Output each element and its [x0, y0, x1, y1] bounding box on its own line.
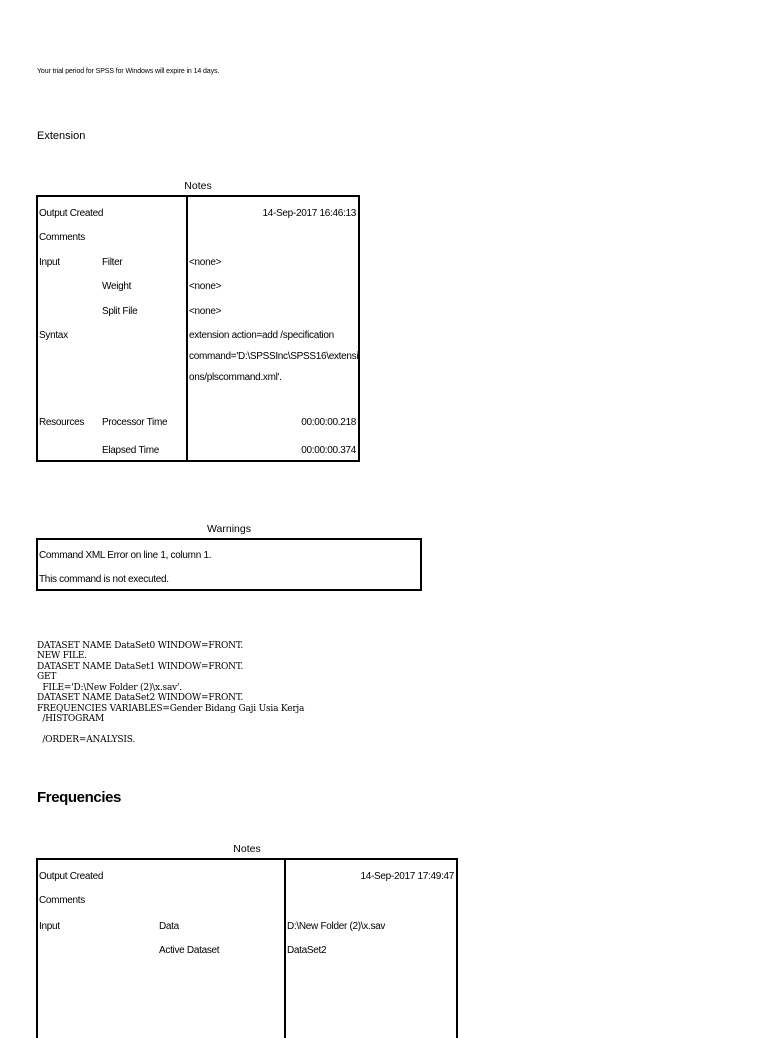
trial-notice: Your trial period for SPSS for Windows will expire in 14 days. [37, 68, 220, 75]
warning-line-1: Command XML Error on line 1, column 1. [39, 550, 212, 561]
frequencies-title[interactable]: Frequencies [37, 789, 121, 806]
comments-label: Comments [39, 232, 85, 243]
syntax-line [37, 725, 304, 736]
notes-caption: Notes [233, 843, 261, 855]
notes-table[interactable] [36, 858, 458, 1038]
weight-label: Weight [102, 281, 132, 292]
output-created-label: Output Created [39, 871, 104, 882]
active-dataset-value: DataSet2 [287, 945, 327, 956]
filter-value: <none> [189, 257, 222, 268]
syntax-label: Syntax [39, 330, 68, 341]
syntax-line: FREQUENCIES VARIABLES=Gender Bidang Gaji Usia Kerja [37, 703, 305, 714]
extension-title[interactable]: Extension [37, 130, 86, 142]
syntax-line: NEW FILE. [37, 651, 87, 661]
syntax-line: GET [37, 672, 57, 682]
column-divider [186, 197, 188, 460]
filter-label: Filter [102, 257, 123, 268]
syntax-value-line-3: ons/plscommand.xml'. [189, 372, 282, 383]
output-created-label: Output Created [39, 208, 104, 219]
warnings-caption: Warnings [207, 523, 251, 535]
data-value: D:\New Folder (2)\x.sav [287, 921, 386, 932]
syntax-value-line-1: extension action=add /specification [189, 330, 334, 341]
input-label: Input [39, 257, 60, 268]
weight-value: <none> [189, 281, 222, 292]
column-divider [284, 860, 286, 1038]
notes-caption: Notes [184, 180, 212, 192]
syntax-line: /HISTOGRAM [37, 714, 104, 724]
split-file-label: Split File [102, 306, 138, 317]
output-created-value: 14-Sep-2017 17:49:47 [360, 871, 454, 882]
input-label: Input [39, 921, 60, 932]
syntax-line: DATASET NAME DataSet0 WINDOW=FRONT. [37, 640, 243, 651]
syntax-line: DATASET NAME DataSet2 WINDOW=FRONT. [37, 693, 243, 703]
comments-label: Comments [39, 895, 85, 906]
syntax-line: /ORDER=ANALYSIS. [37, 735, 136, 745]
notes-table[interactable] [36, 195, 360, 462]
split-file-value: <none> [189, 306, 222, 317]
syntax-value-line-2: command='D:\SPSSInc\SPSS16\extensi [189, 351, 359, 362]
elapsed-time-value: 00:00:00.374 [301, 445, 356, 456]
elapsed-time-label: Elapsed Time [102, 445, 159, 456]
warnings-table[interactable] [36, 538, 422, 591]
warning-line-2: This command is not executed. [39, 574, 169, 585]
output-created-value: 14-Sep-2017 16:46:13 [262, 208, 356, 219]
processor-time-value: 00:00:00.218 [301, 417, 356, 428]
syntax-log [37, 630, 304, 756]
syntax-line: FILE='D:\New Folder (2)\x.sav'. [37, 682, 182, 693]
resources-label: Resources [39, 417, 85, 428]
data-label: Data [159, 921, 179, 932]
syntax-line: DATASET NAME DataSet1 WINDOW=FRONT. [37, 661, 243, 672]
processor-time-label: Processor Time [102, 417, 168, 428]
active-dataset-label: Active Dataset [159, 945, 220, 956]
